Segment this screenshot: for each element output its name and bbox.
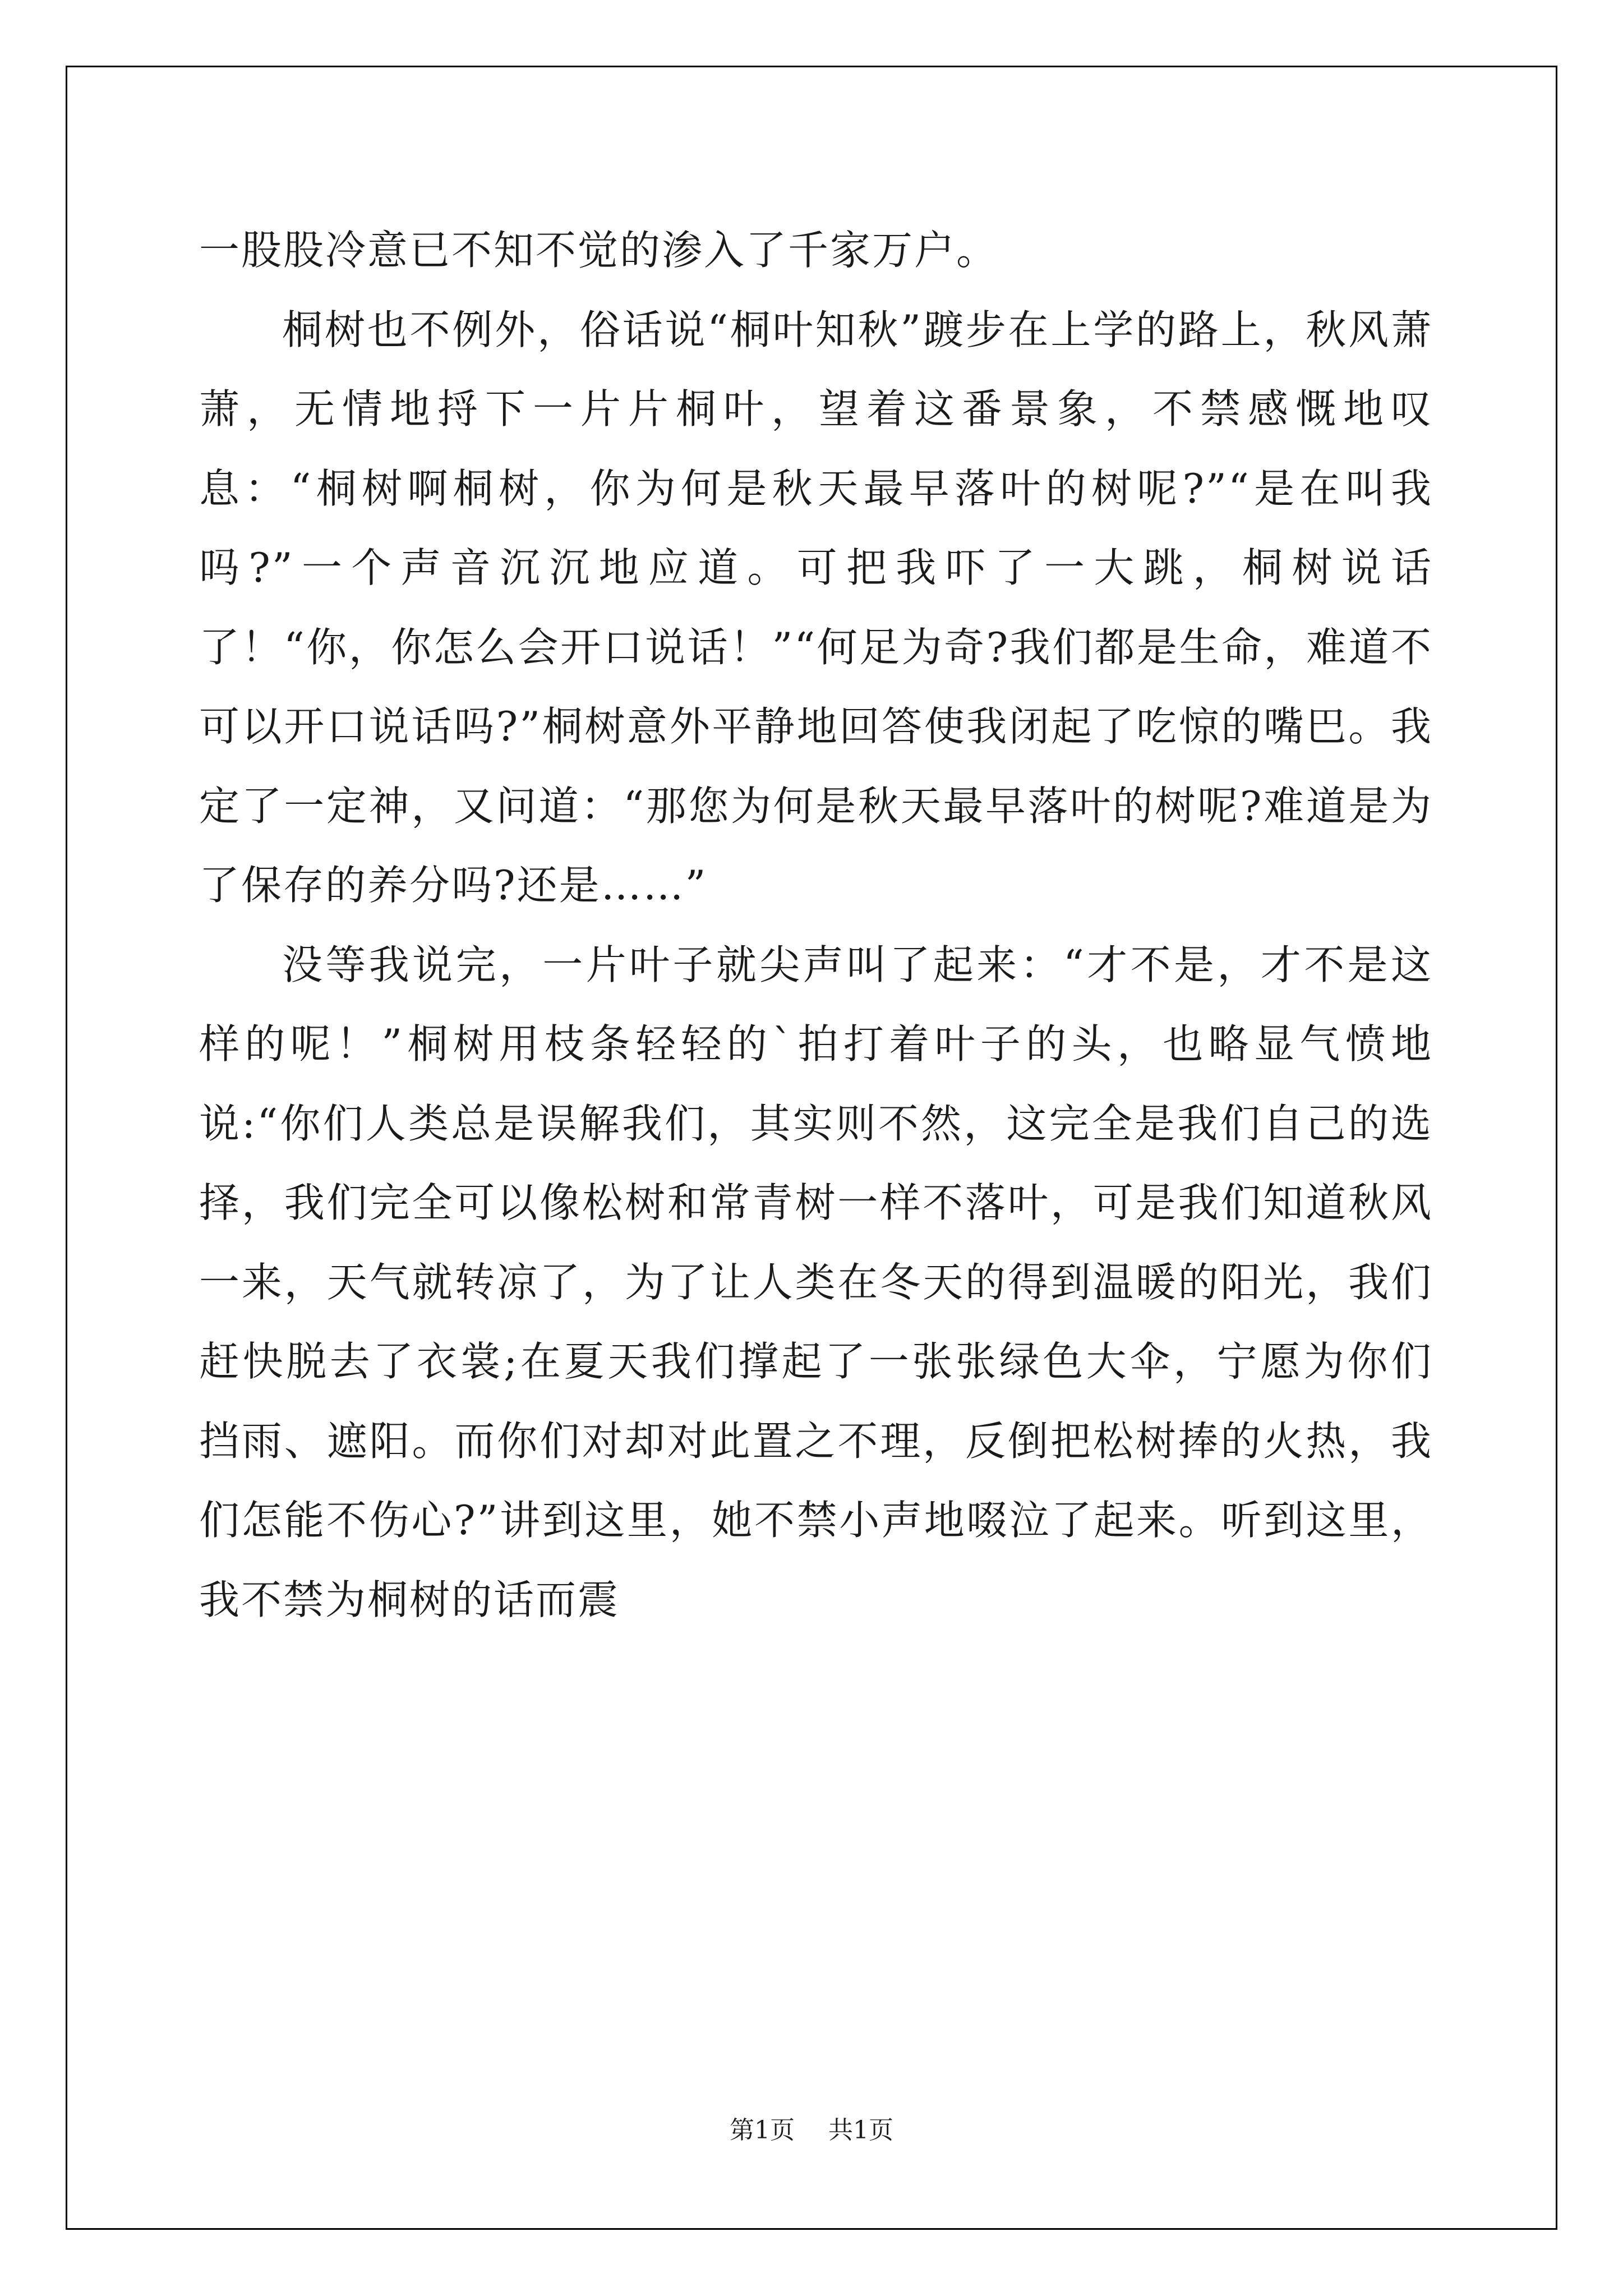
page-number: 第1页 [730, 2116, 795, 2145]
page-total: 共1页 [828, 2116, 893, 2145]
paragraph-1: 一股股冷意已不知不觉的渗入了千家万户。 [199, 227, 999, 274]
paragraph-2: 桐树也不例外，俗话说“桐叶知秋”踱步在上学的路上，秋风萧萧，无情地捋下一片片桐叶，望着这番景象，不禁感慨地叹息：“桐树啊桐树，你为何是秋天最早落叶的树呢?”“是在叫我吗?”一个声音沉沉地应道。可把我吓了一大跳，桐树说话了！“你，你怎么会开口说话！”“何足为奇?我们都是生命，难道不可以开口说话吗?”桐树意外平静地回答使我闭起了吃惊的嘴巴。我定了一定神，又问道：“那您为何是秋天最早落叶的树呢?难道是为了保存的养分吗?还是……” [199, 306, 1433, 909]
page-footer [0, 2114, 1623, 2147]
document-body [199, 211, 1433, 1640]
paragraph-3: 没等我说完，一片叶子就尖声叫了起来：“才不是，才不是这样的呢！”桐树用枝条轻轻的`拍打着叶子的头，也略显气愤地说:“你们人类总是误解我们，其实则不然，这完全是我们自己的选择，我们完全可以像松树和常青树一样不落叶，可是我们知道秋风一来，天气就转凉了，为了让人类在冬天的得到温暖的阳光，我们赶快脱去了衣裳;在夏天我们撑起了一张张绿色大伞，宁愿为你们挡雨、遮阳。而你们对却对此置之不理，反倒把松树捧的火热，我们怎能不伤心?”讲到这里，她不禁小声地啜泣了起来。听到这里，我不禁为桐树的话而震 [199, 941, 1433, 1623]
